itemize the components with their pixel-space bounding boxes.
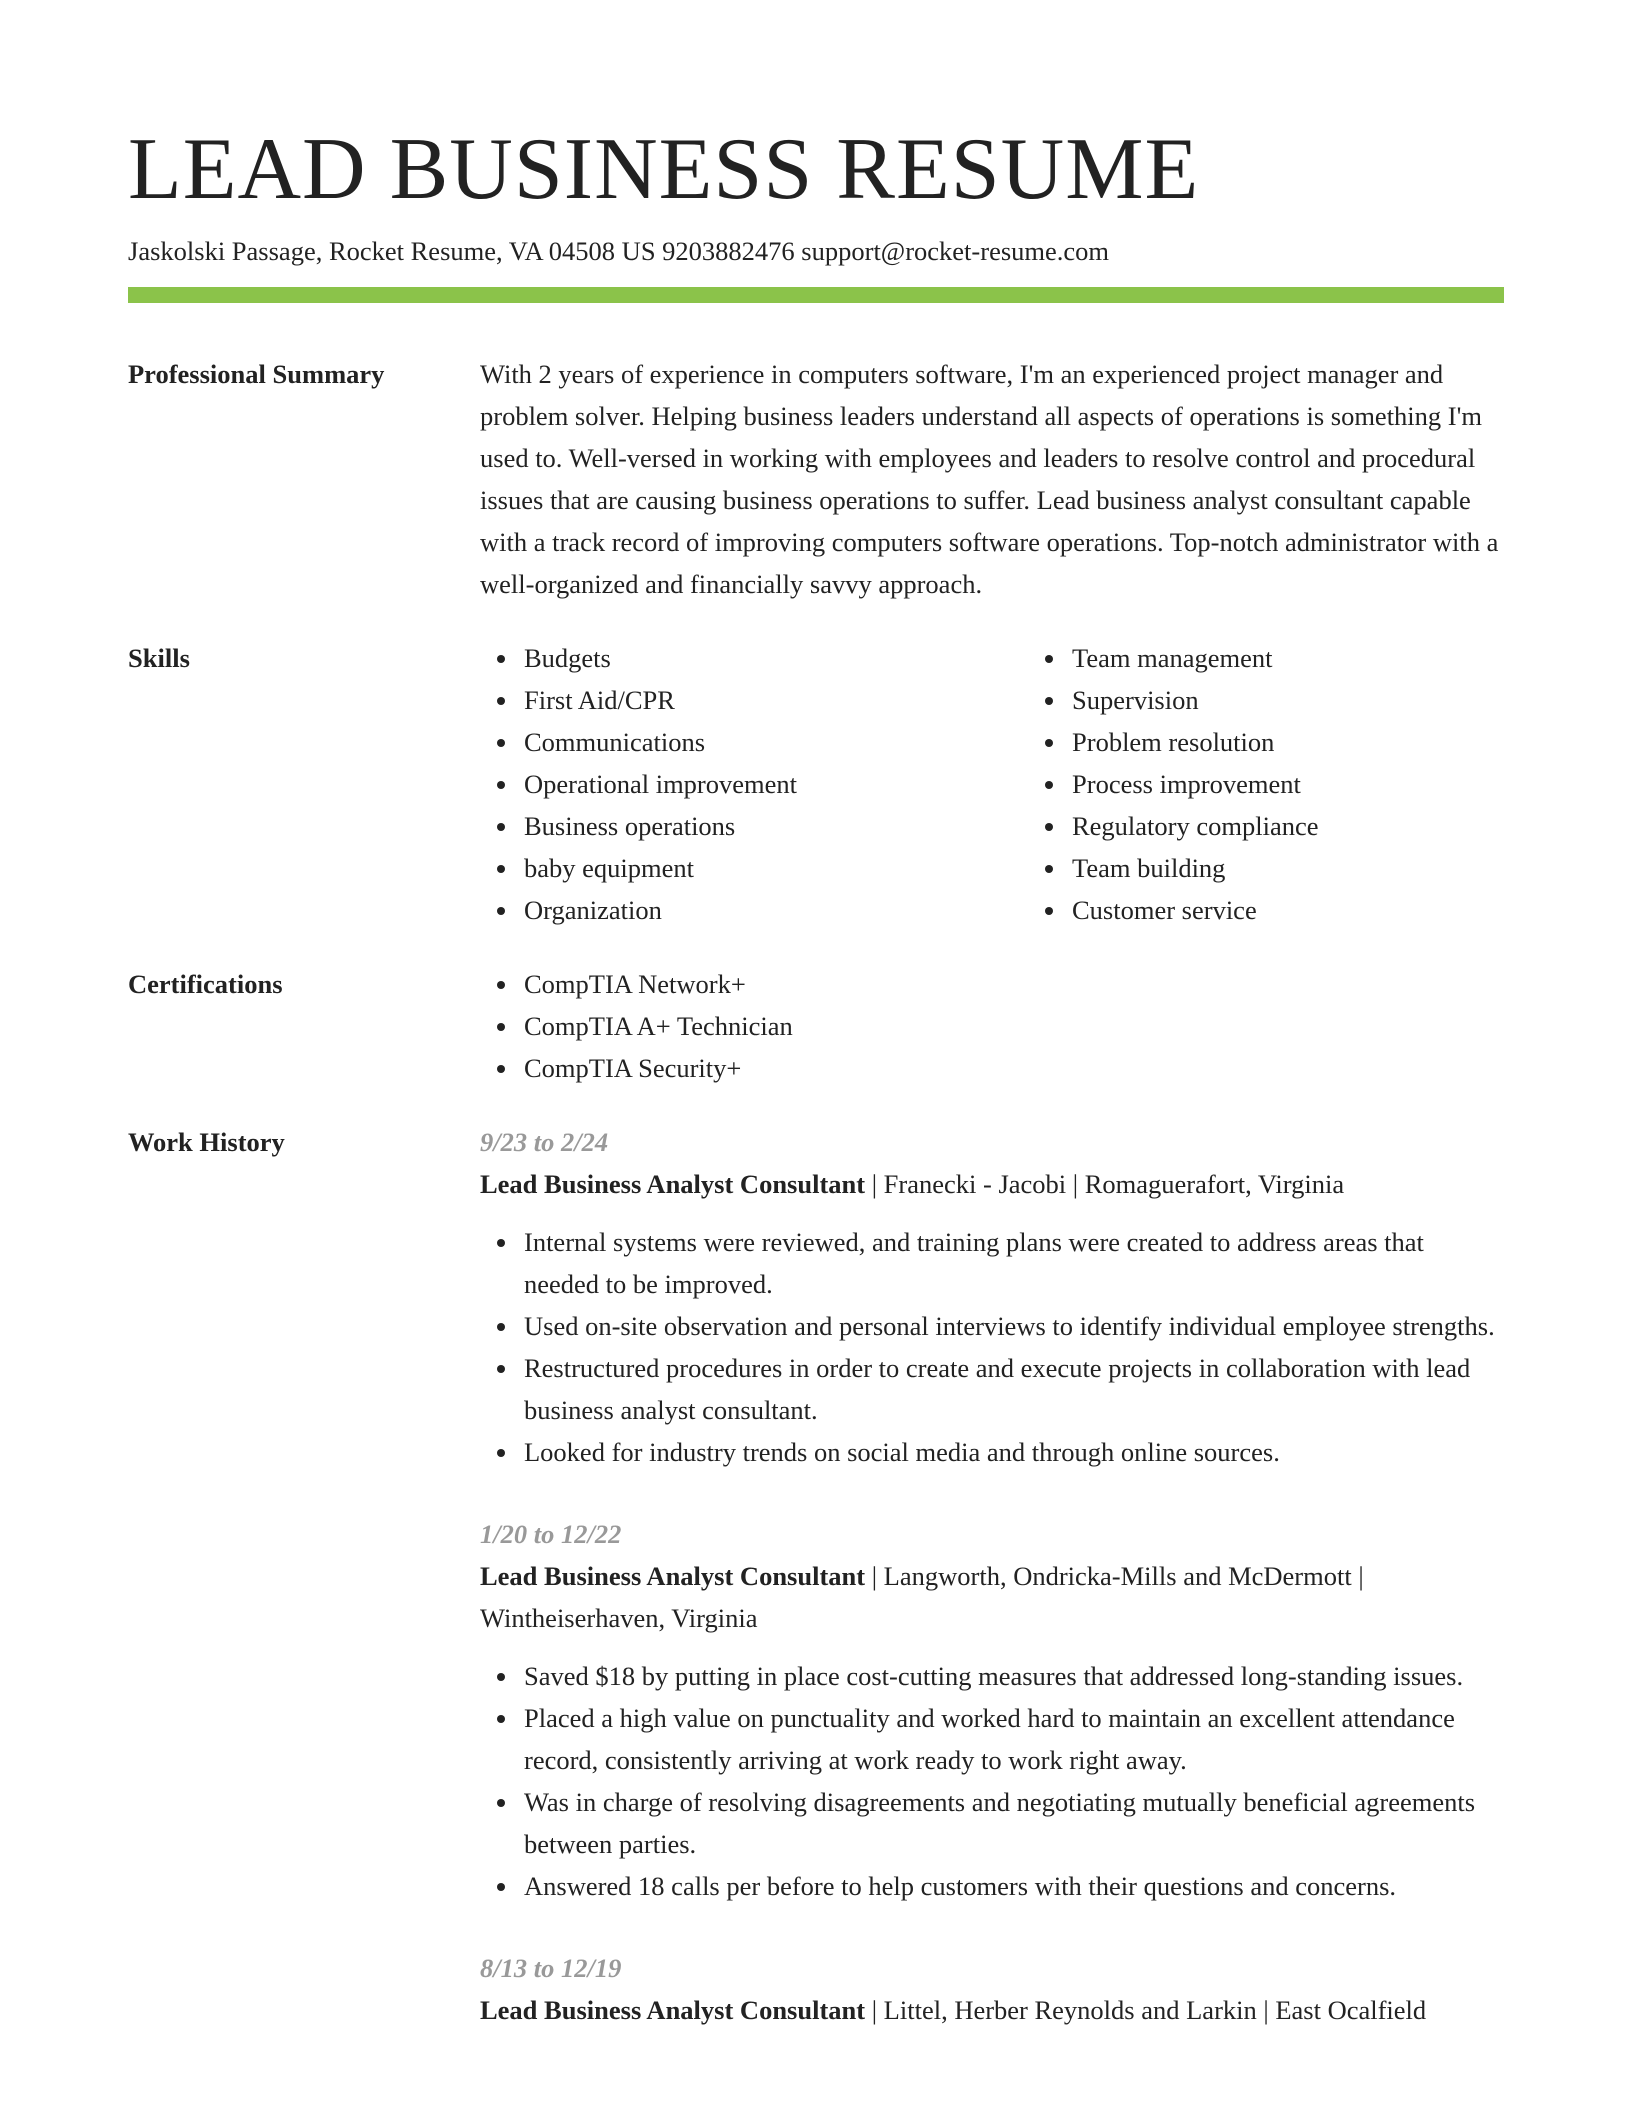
job-details: | Franecki - Jacobi | Romaguerafort, Virginia — [865, 1169, 1345, 1199]
job-title: Lead Business Analyst Consultant — [480, 1169, 866, 1199]
job-entry — [480, 1121, 1504, 1473]
certifications-body — [480, 963, 1504, 1089]
job-details: | Langworth, Ondricka-Mills and McDermott | Wintheiserhaven, Virginia — [480, 1561, 1364, 1633]
job-bullet: Answered 18 calls per before to help customers with their questions and concerns. — [524, 1865, 1504, 1907]
job-bullet: Restructured procedures in order to create and execute projects in collaboration with lead business analyst consultant. — [524, 1347, 1504, 1431]
certification-item: CompTIA A+ Technician — [524, 1005, 1504, 1047]
job-bullets — [480, 1221, 1504, 1473]
certifications-section — [128, 963, 1504, 1089]
skill-item: Regulatory compliance — [1072, 805, 1576, 847]
work-history-body — [480, 1121, 1504, 2031]
skill-item: Operational improvement — [524, 763, 1028, 805]
section-label-skills: Skills — [128, 643, 190, 673]
job-title: Lead Business Analyst Consultant — [480, 1995, 866, 2025]
job-bullet: Saved $18 by putting in place cost-cutting measures that addressed long-standing issues. — [524, 1655, 1504, 1697]
job-date: 1/20 to 12/22 — [480, 1519, 622, 1549]
job-details: | Littel, Herber Reynolds and Larkin | East Ocalfield — [865, 1995, 1427, 2025]
job-bullet: Internal systems were reviewed, and training plans were created to address areas that needed to be improved. — [524, 1221, 1504, 1305]
certification-item: CompTIA Security+ — [524, 1047, 1504, 1089]
job-bullet: Placed a high value on punctuality and worked hard to maintain an excellent attendance record, consistently arriving at work ready to work right away. — [524, 1697, 1504, 1781]
skill-item: Team management — [1072, 637, 1576, 679]
job-entry — [480, 1513, 1504, 1907]
job-bullet: Was in charge of resolving disagreements and negotiating mutually beneficial agreements between parties. — [524, 1781, 1504, 1865]
skills-list-left — [480, 637, 1028, 931]
section-label-certifications: Certifications — [128, 969, 283, 999]
job-heading — [480, 1555, 1504, 1639]
job-bullet: Used on-site observation and personal interviews to identify individual employee strengths. — [524, 1305, 1504, 1347]
skill-item: Budgets — [524, 637, 1028, 679]
certifications-list — [480, 963, 1504, 1089]
resume-page — [128, 118, 1504, 2031]
skills-section — [128, 637, 1504, 931]
work-history-section — [128, 1121, 1504, 2031]
summary-text: With 2 years of experience in computers software, I'm an experienced project manager and problem solver. Helping business leaders understand all aspects of operations is something I'm used to. Well-versed in working with employees and leaders to resolve control and procedural issues that are causing business operations to suffer. Lead business analyst consultant capable with a track record of improving computers software operations. Top-notch administrator with a well-organized and financially savvy approach. — [480, 359, 1499, 599]
summary-section — [128, 353, 1504, 605]
skill-item: Team building — [1072, 847, 1576, 889]
job-heading — [480, 1989, 1504, 2031]
section-label-summary: Professional Summary — [128, 359, 385, 389]
job-date: 8/13 to 12/19 — [480, 1953, 622, 1983]
job-bullet: Looked for industry trends on social media and through online sources. — [524, 1431, 1504, 1473]
skill-item: Problem resolution — [1072, 721, 1576, 763]
skill-item: Process improvement — [1072, 763, 1576, 805]
skill-item: Customer service — [1072, 889, 1576, 931]
header-divider — [128, 287, 1504, 303]
job-entry — [480, 1947, 1504, 2031]
skill-item: Communications — [524, 721, 1028, 763]
section-label-work-history: Work History — [128, 1127, 285, 1157]
skill-item: Organization — [524, 889, 1028, 931]
certification-item: CompTIA Network+ — [524, 963, 1504, 1005]
skills-list-right — [1028, 637, 1576, 931]
skill-item: First Aid/CPR — [524, 679, 1028, 721]
skill-item: Business operations — [524, 805, 1028, 847]
job-bullets — [480, 1655, 1504, 1907]
resume-title: LEAD BUSINESS RESUME — [128, 121, 1200, 218]
skill-item: baby equipment — [524, 847, 1028, 889]
skills-columns — [480, 637, 1576, 931]
job-title: Lead Business Analyst Consultant — [480, 1561, 866, 1591]
job-date: 9/23 to 2/24 — [480, 1127, 609, 1157]
contact-line: Jaskolski Passage, Rocket Resume, VA 04508 US 9203882476 support@rocket-resume.com — [128, 236, 1110, 266]
job-heading — [480, 1163, 1504, 1205]
skill-item: Supervision — [1072, 679, 1576, 721]
